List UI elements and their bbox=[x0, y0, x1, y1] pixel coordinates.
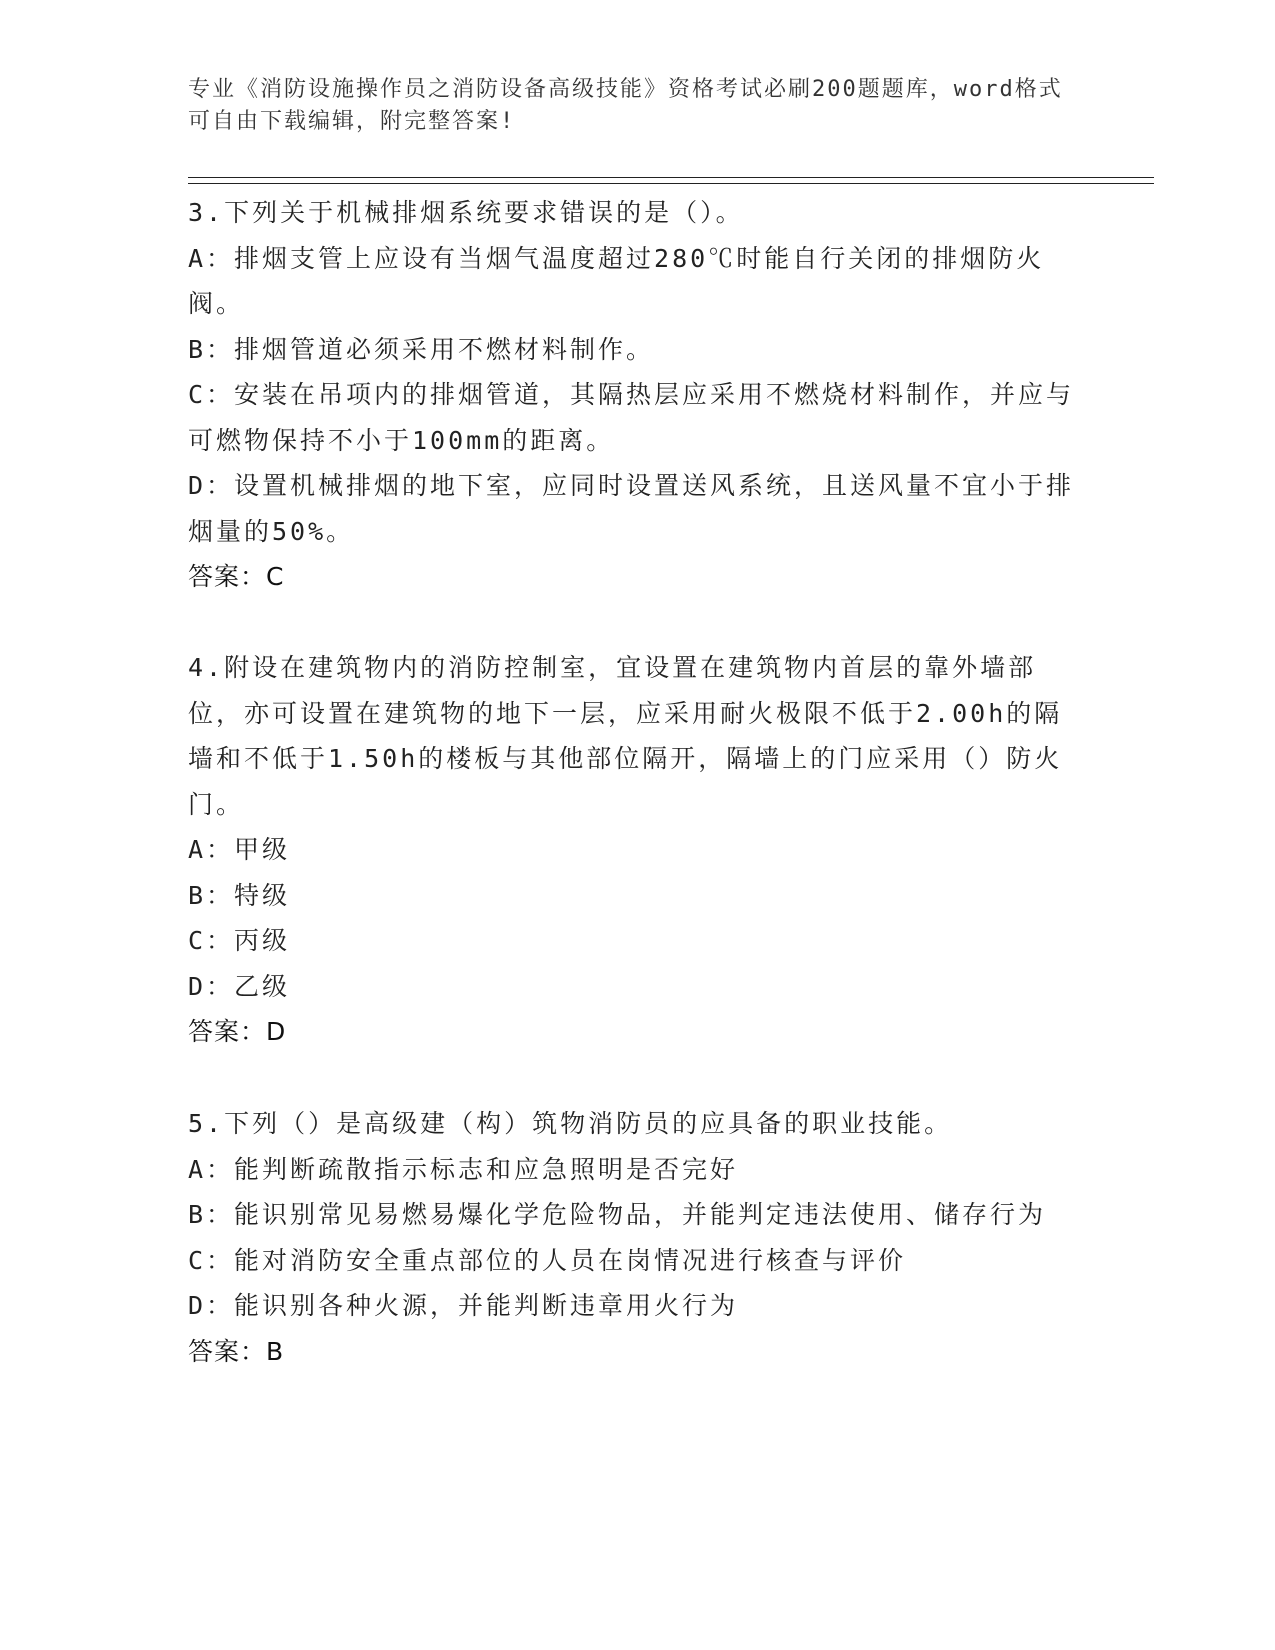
question-stem: 5.下列（）是高级建（构）筑物消防员的应具备的职业技能。 bbox=[188, 1109, 953, 1138]
option-c: C：丙级 bbox=[188, 926, 291, 955]
question-stem: 3.下列关于机械排烟系统要求错误的是（）。 bbox=[188, 198, 744, 227]
option-c: C：安装在吊项内的排烟管道，其隔热层应采用不燃烧材料制作，并应与可燃物保持不小于100mm的距离。 bbox=[188, 380, 1075, 455]
answer: 答案：B bbox=[188, 1336, 285, 1366]
option-a: A：能判断疏散指示标志和应急照明是否完好 bbox=[188, 1154, 739, 1184]
document-header: 专业《消防设施操作员之消防设备高级技能》资格考试必刷200题题库，word格式可自由下载编辑，附完整答案! bbox=[188, 77, 1063, 134]
option-a: A：甲级 bbox=[188, 835, 291, 864]
question-5 bbox=[188, 1101, 1078, 1374]
option-d: D：设置机械排烟的地下室，应同时设置送风系统，且送风量不宜小于排烟量的50%。 bbox=[188, 471, 1075, 546]
header-divider-top bbox=[188, 177, 1154, 178]
question-3 bbox=[188, 190, 1078, 600]
option-b: B：排烟管道必须采用不燃材料制作。 bbox=[188, 334, 655, 364]
option-d: D：能识别各种火源，并能判断违章用火行为 bbox=[188, 1291, 739, 1320]
option-b: B：特级 bbox=[188, 880, 291, 910]
option-d: D：乙级 bbox=[188, 971, 291, 1001]
answer: 答案：C bbox=[188, 562, 285, 591]
question-4 bbox=[188, 645, 1078, 1055]
option-a: A：排烟支管上应设有当烟气温度超过280℃时能自行关闭的排烟防火阀。 bbox=[188, 243, 1045, 318]
header-divider-bottom bbox=[188, 183, 1154, 184]
option-b: B：能识别常见易燃易爆化学危险物品，并能判定违法使用、储存行为 bbox=[188, 1200, 1047, 1229]
option-c: C：能对消防安全重点部位的人员在岗情况进行核查与评价 bbox=[188, 1245, 907, 1275]
answer: 答案：D bbox=[188, 1017, 287, 1046]
question-stem: 4.附设在建筑物内的消防控制室，宜设置在建筑物内首层的靠外墙部位，亦可设置在建筑物的地下一层，应采用耐火极限不低于2.00h的隔墙和不低于1.50h的楼板与其他部位隔开，隔墙上的门应采用（）防火门。 bbox=[188, 653, 1063, 819]
